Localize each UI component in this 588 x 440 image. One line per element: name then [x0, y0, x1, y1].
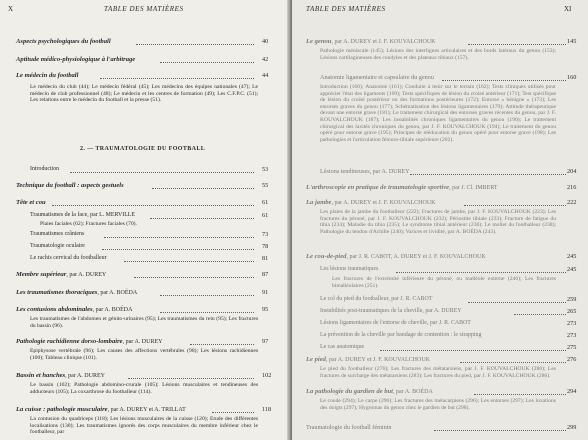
- page-ref: 275: [567, 344, 577, 351]
- toc-rachis: Le rachis cervical du footballeur: [30, 255, 107, 261]
- toc-anatomie-details: Introduction (160); Anatomie (161); Conduite à tenir sur le terrain (162); Tests cliniques utilisés pour apprécier l'état des ligaments (169); Tests spécifiques de lésion du croisé antérieur (171); Test spécifique de lésion du croisé postérieur ou des formations postérieures (172); Entorse « bénigne » (173); Les entorses graves du genou (177); Schématisation des lésions ligamentaires (179); Attitude thérapeutique devant une entorse grave (181); Le traitement chirurgical des entorses graves récentes du genou, par J. F. KOUVALCHOUK (187); Les instabilités chroniques ligamentaires du genou (190); Le traitement chirurgical des laxités chroniques du genou, par J. F. KOUVALCHOUK (194); Le traitement du genou opéré pour entorse grave (195); Principes de rééducation du genou opéré pour entorse grave (198); Les pathologies et l'articulation fémoro-tibiale supérieure (202).: [320, 84, 556, 143]
- toc-jambe: La jambe, par A. DUREY et J. F. KOUVALCHOUK: [306, 199, 436, 206]
- leader: [460, 362, 566, 363]
- leader: [100, 78, 254, 79]
- toc-jambe-details: Les plaies de la jambe du footballeur (222); Fractures de jambe, par J. F. KOUVALCHOUK (223); Les fractures du péroné, par J. F. KOUVALCHOUK (232); Périostite tibiale (233); Fracture de fatigue du tibia (234); Maladie du tibia (235); Le syndrome tibial antérieur (236); Le mollet du footballeur (238); Pathologie du tendon d'Achille (240); Varices et lividité, par A. BOÉDA (243).: [320, 209, 556, 235]
- toc-plaies: Plaies faciales (62); Fractures faciales (70).: [40, 221, 137, 227]
- page-ref: 276: [567, 356, 577, 363]
- toc-introduction: Introduction: [30, 166, 60, 172]
- page-ref: 204: [567, 168, 577, 175]
- leader: [160, 295, 254, 296]
- page-ref: 95: [262, 306, 269, 313]
- toc-genou-details: Pathologie méniscale (145); Lésions des interlignes articulaires et des bords latéraux du genou (153); Lésions cartilagineuses des condyles et des plateaux tibiaux (157).: [320, 48, 556, 61]
- page-ref: 273: [567, 332, 577, 339]
- leader: [468, 302, 566, 303]
- page-ref: 299: [567, 424, 577, 431]
- toc-technique: Technique du football : aspects gestuels: [16, 182, 124, 189]
- leader: [160, 312, 254, 313]
- toc-aptitude: Aptitude médico-physiologique à l'arbitrage: [16, 56, 136, 63]
- right-page-number: XI: [564, 5, 572, 13]
- leader: [396, 272, 566, 273]
- toc-thoraciques: Les traumatismes thoraciques, par A. BOÉDA: [16, 289, 138, 296]
- page-ref: 44: [262, 72, 269, 79]
- page-ref: 61: [262, 199, 269, 206]
- page-ref: 91: [262, 289, 269, 296]
- leader: [442, 80, 566, 81]
- page-ref: 55: [262, 182, 269, 189]
- toc-medecin: Le médecin du football: [16, 72, 79, 79]
- page-ref: 42: [262, 56, 269, 63]
- page-ref: 222: [567, 199, 577, 206]
- page-ref: 265: [567, 308, 577, 315]
- leader: [70, 172, 254, 173]
- toc-cuisse: La cuisse : pathologie musculaire, par A. DUREY et A. TRILLAT: [16, 406, 186, 413]
- toc-col-pied: Le col du pied du footballeur, par J. R. CABOT: [320, 296, 433, 302]
- toc-bassin-details: Le bassin (102); Pathologie abdomino-crurale (105); Lésions musculaires et tendineuses des adducteurs (105); La coxarthrose du footballeur (114).: [30, 382, 258, 395]
- right-page: [292, 0, 588, 440]
- page-ref: 61: [262, 212, 269, 219]
- leader: [136, 44, 254, 45]
- toc-prevention: La prévention de la cheville par bandage de contention : le strapping: [320, 332, 482, 338]
- toc-gardien: La pathologie du gardien de but, par A. BOÉDA: [306, 388, 433, 395]
- page-ref: 160: [567, 74, 577, 81]
- toc-tete: Tête et cou: [16, 199, 46, 206]
- toc-gardien-details: Le coude (294); Le carpe (296); Les fractures des métacarpiens (296); Les entorses (297); Les luxations des doigts (297); Hygromas du genou chez le gardien de but (298).: [320, 398, 556, 411]
- toc-lesions-traum-details: Les fractures de l'extrémité inférieure du péroné, ou malléole externe (246); Les fractures bimalléolaires (251).: [332, 276, 556, 289]
- toc-trauma-craniens: Traumatismes crâniens: [30, 231, 85, 237]
- toc-pathologie: Pathologie rachidienne dorso-lombaire, par A. DUREY: [16, 338, 163, 345]
- page-ref: 40: [262, 38, 269, 45]
- page-ref: 118: [262, 406, 272, 413]
- leader: [102, 249, 254, 250]
- toc-membre: Membre supérieur, par A. DUREY: [16, 271, 107, 278]
- toc-lesions-tend: Lésions tendineuses, par A. DUREY: [320, 168, 410, 175]
- leader: [124, 261, 254, 262]
- toc-trauma-oculaire: Traumatologie oculaire: [30, 243, 85, 249]
- left-page-number: X: [8, 5, 14, 13]
- toc-instab: Instabilités post-traumatiques de la cheville, par A. DUREY: [320, 308, 462, 314]
- page-ref: 216: [567, 184, 577, 191]
- leader: [514, 314, 566, 315]
- toc-aspects: Aspects psychologiques du football: [16, 38, 111, 45]
- toc-pathologie-details: Epiphysose vertébrale (96); Les causes des affections vertébrales (98); Les lésions rachidiennes (100); Tableau clinique (101).: [30, 348, 258, 361]
- toc-contusions: Les contusions abdominales, par A. BOÉDA: [16, 306, 133, 313]
- leader: [52, 205, 254, 206]
- leader: [464, 205, 566, 206]
- toc-trauma-face: Traumatismes de la face, par L. MERVILLE: [30, 212, 135, 218]
- page-ref: 87: [262, 271, 269, 278]
- leader: [160, 62, 254, 63]
- page-ref: 259: [567, 296, 577, 303]
- page-ref: 245: [567, 266, 577, 273]
- right-header: TABLE DES MATIÈRES: [306, 5, 386, 13]
- toc-pied: Le pied, par A. DUREY et J. F. KOUVALCHOUK: [306, 356, 430, 363]
- page-ref: 81: [262, 255, 269, 262]
- left-page: [0, 0, 290, 440]
- toc-contusions-details: Les traumatismes de l'abdomen et génito-urinaires (95); Les traumatismes du rein (95); Les fractures du bassin (96).: [30, 316, 258, 329]
- leader: [152, 188, 254, 189]
- toc-cou-pied: Le cou-de-pied, par J. R. CABOT, A. DUREY et J. F. KOUVALCHOUK: [306, 253, 486, 260]
- page-ref: 53: [262, 166, 269, 173]
- leader: [150, 218, 254, 219]
- toc-pied-details: Le pied du footballeur (276); Les fractures des métatarsiens, par J. F. KOUVALCHOUK (280); Les fractures de surcharge des métatarsiens (283); Les fractures du pied, par J. F. KOUVALCHOUK (286).: [320, 366, 556, 379]
- page-ref: 97: [262, 338, 269, 345]
- leader: [104, 237, 254, 238]
- toc-cas: Le cas anatomique: [320, 344, 365, 350]
- toc-genou: Le genou, par A. DUREY et J. F. KOUVALCHOUK: [306, 38, 436, 45]
- page-ref: 73: [262, 231, 269, 238]
- page-ref: 294: [567, 388, 577, 395]
- leader: [468, 44, 566, 45]
- page-ref: 78: [262, 243, 269, 250]
- page-ref: 245: [567, 253, 577, 260]
- leader: [128, 378, 254, 379]
- leader: [190, 344, 254, 345]
- toc-lesions-traum: Les lésions traumatiques: [320, 266, 379, 272]
- toc-arthroscopie: L'arthroscopie en pratique de traumatologie sportive, par J. Cl. IMBERT: [306, 184, 498, 191]
- leader: [410, 174, 566, 175]
- toc-lesion-ligam: Lésions ligamentaires de l'entorse de cheville, par J. R. CABOT: [320, 320, 471, 326]
- toc-bassin: Bassin et hanches, par A. DUREY: [16, 372, 105, 379]
- toc-anatomie: Anatomie ligamentaire et capsulaire du genou: [320, 74, 434, 81]
- leader: [212, 412, 254, 413]
- page-ref: 273: [567, 320, 577, 327]
- toc-medecin-details: Le médecin du club (44); Le médecin fédéral (45); Les médecins des équipes nationales (47); Le médecin de club professionnel (48); Le médecin et les centres de formation (49); Les C.F.P.C. (51); Les relations entre le médecin du football et la presse (51).: [30, 84, 258, 104]
- leader: [434, 430, 566, 431]
- leader: [474, 394, 566, 395]
- toc-traumato-feminin: Traumatologie du football féminin: [306, 424, 392, 431]
- section-heading: 2. — TRAUMATOLOGIE DU FOOTBALL: [80, 146, 206, 152]
- left-header: TABLE DES MATIÈRES: [104, 5, 184, 13]
- page-ref: 145: [567, 38, 577, 45]
- toc-cuisse-details: La contusion du quadriceps (118); Les lésions musculaires de la cuisse (120); Etude des différentes localisations (130); Les traumatismes ignorés des corps musculaires du membre inférieur chez le footballeur, par: [30, 416, 258, 436]
- leader: [134, 277, 254, 278]
- leader: [380, 350, 566, 351]
- page-ref: 102: [262, 372, 272, 379]
